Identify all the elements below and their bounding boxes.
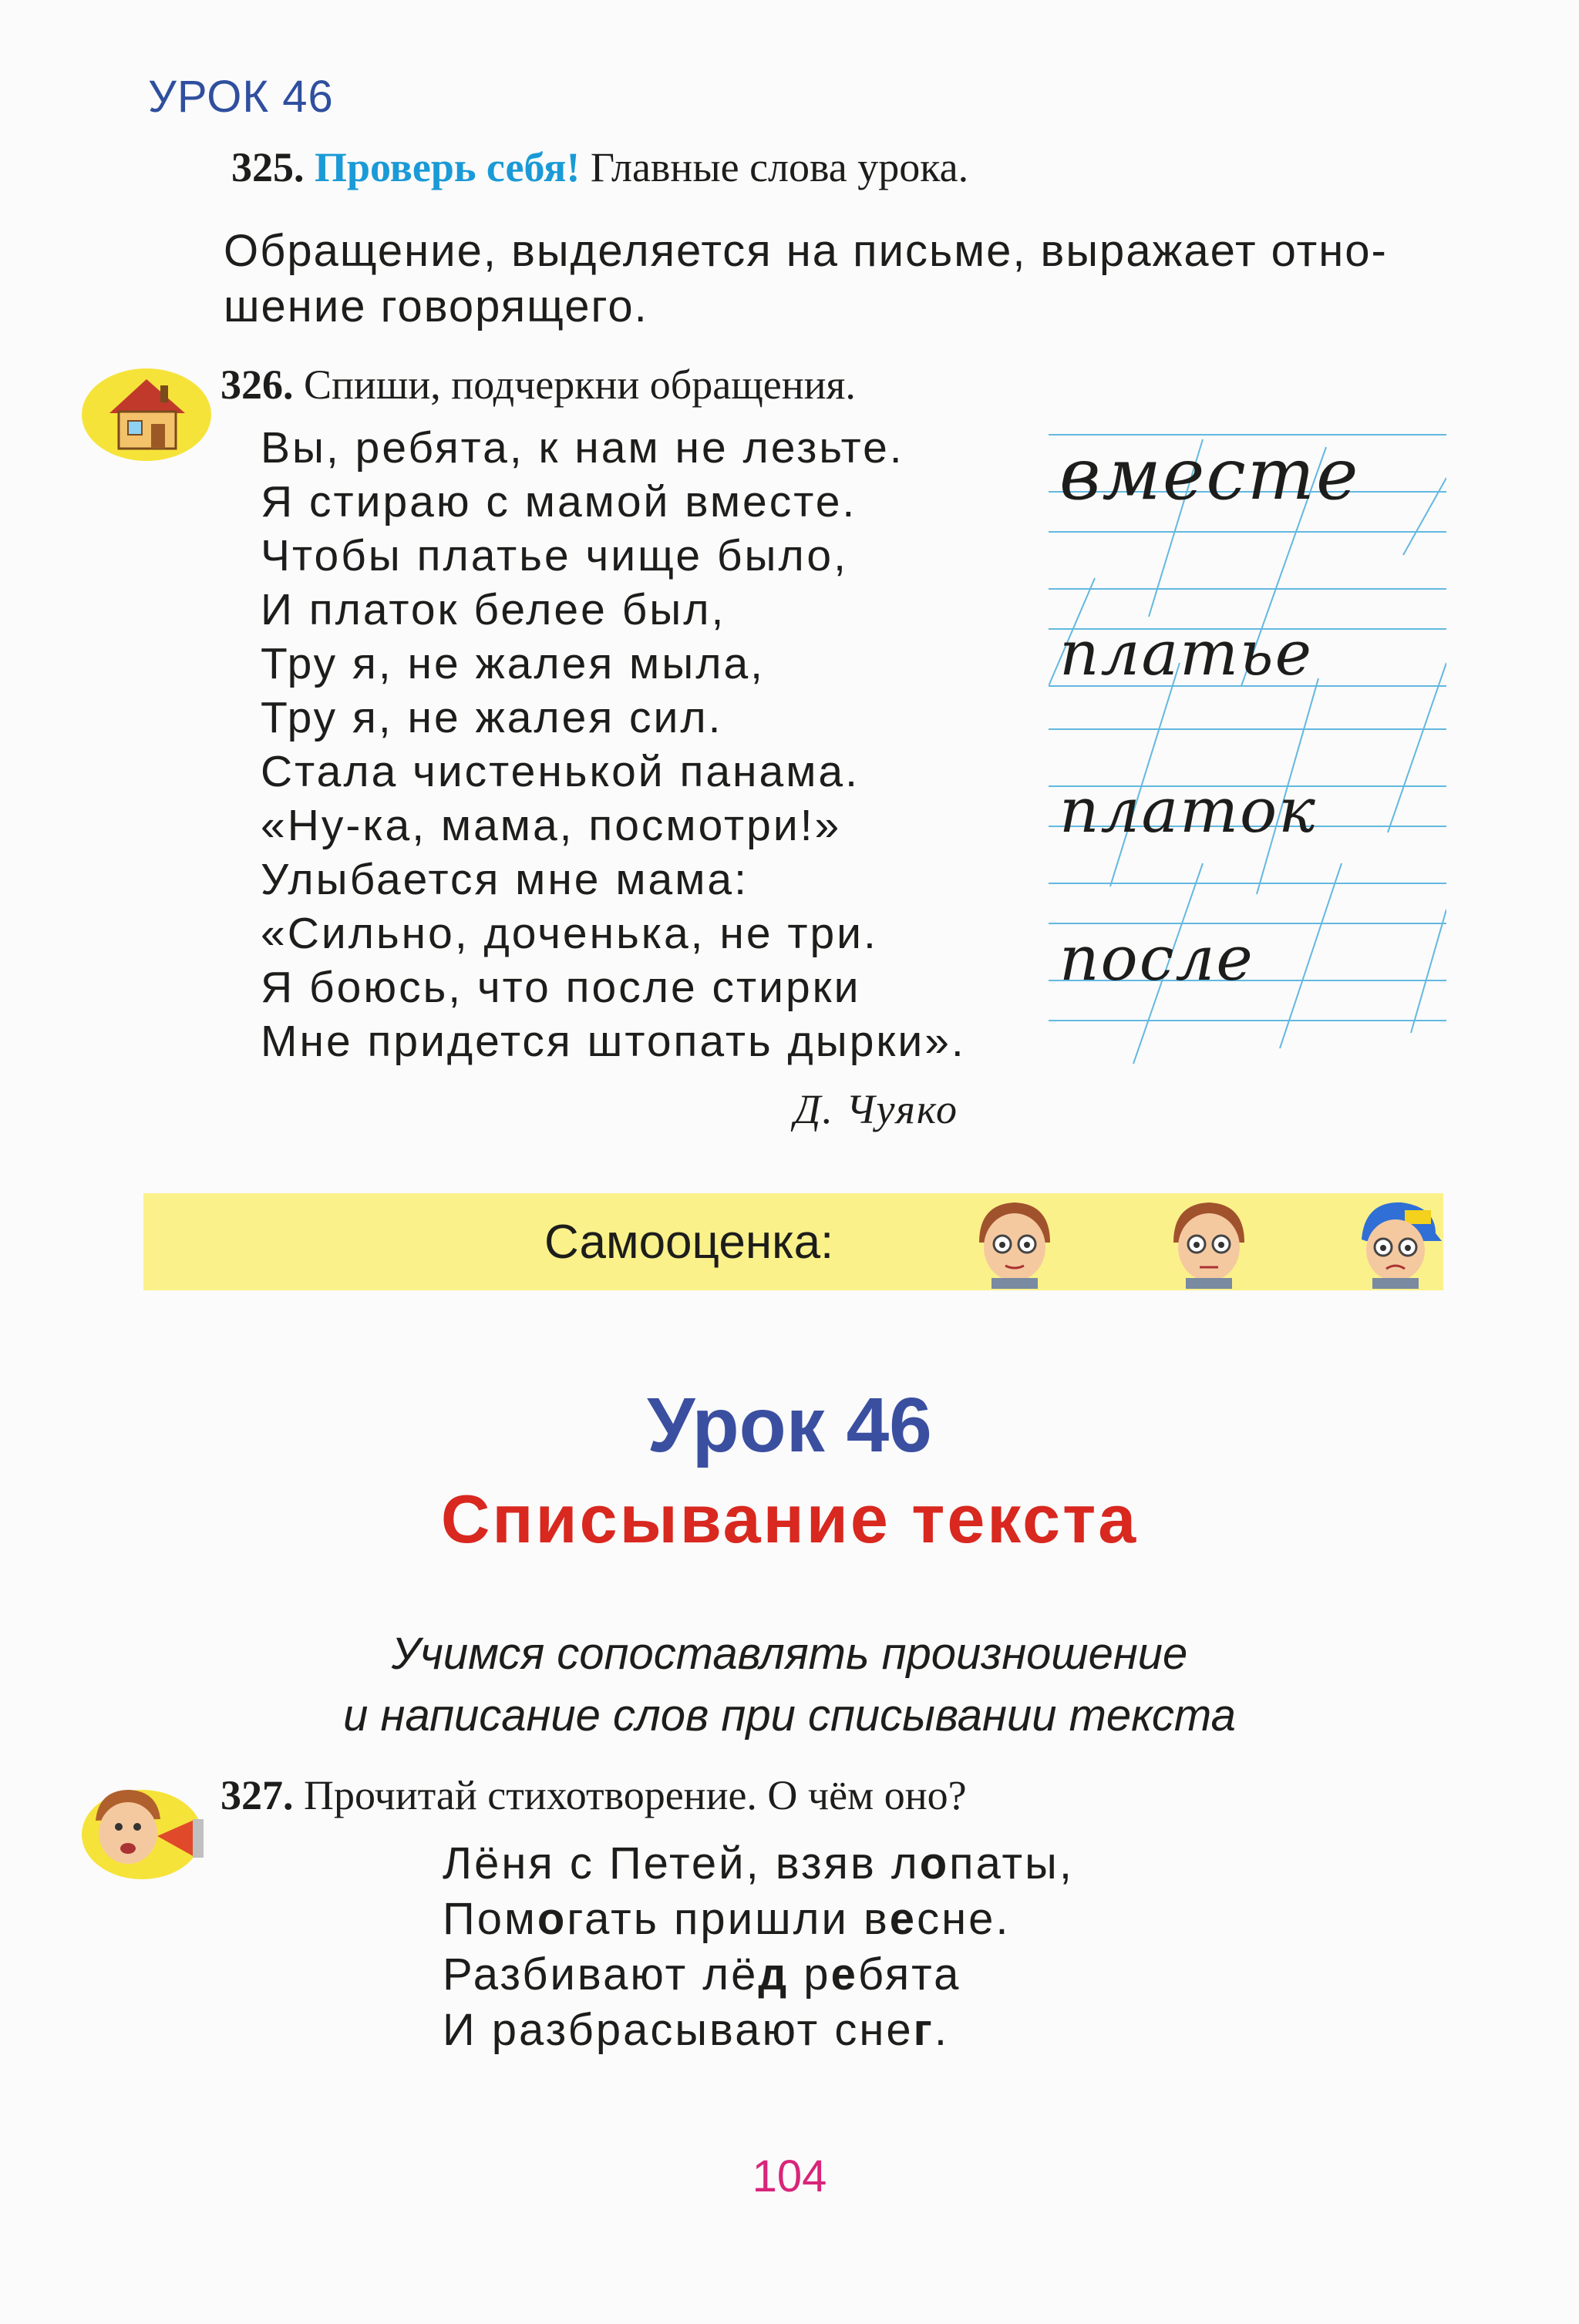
poem-line: Я боюсь, что после стирки bbox=[261, 963, 861, 1012]
poem-line bbox=[443, 1836, 1074, 1892]
poem-line: Стала чистенькой панама. bbox=[261, 747, 860, 796]
keywords-text bbox=[224, 224, 1388, 335]
poem-text: Пом bbox=[443, 1894, 537, 1944]
poem-author: Д. Чуяко bbox=[794, 1086, 959, 1132]
poem-line: «Сильно, доченька, не три. bbox=[261, 909, 878, 958]
poem-line: Вы, ребята, к нам не лезьте. bbox=[261, 423, 904, 473]
poem-text: р bbox=[789, 1949, 831, 1999]
task-327-heading bbox=[221, 1771, 967, 1819]
poem-line bbox=[443, 1892, 1074, 1947]
emphasized-letter: е bbox=[830, 1949, 858, 1999]
lesson-title: Урок 46 bbox=[647, 1382, 932, 1468]
poem-text: Разбивают лё bbox=[443, 1949, 759, 1999]
poem-text: . bbox=[934, 2005, 949, 2055]
boy-face-icon[interactable] bbox=[1163, 1196, 1255, 1293]
task-instruction: Спиши, подчеркни обращения. bbox=[304, 362, 856, 408]
poem-line: Улыбается мне мама: bbox=[261, 855, 749, 904]
poem-text: гать пришли в bbox=[567, 1894, 890, 1944]
poem-line: Чтобы платье чище было, bbox=[261, 531, 848, 580]
poem-text: паты, bbox=[949, 1838, 1074, 1888]
copybook-word: вместе bbox=[1059, 433, 1360, 516]
poem-line: И платок белее был, bbox=[261, 585, 726, 634]
check-yourself-label: Проверь себя! bbox=[315, 144, 581, 190]
task-326-heading bbox=[221, 361, 856, 409]
poem-line bbox=[443, 1947, 1074, 2003]
poem-text: И разбрасывают сне bbox=[443, 2005, 914, 2055]
copybook-word: после bbox=[1059, 923, 1254, 994]
boy-face-icon[interactable] bbox=[968, 1196, 1061, 1293]
task-325-heading bbox=[231, 143, 968, 191]
task-instruction: Прочитай стихотворение. О чём оно? bbox=[304, 1772, 967, 1818]
poem-line: Я стираю с мамой вместе. bbox=[261, 477, 857, 526]
poem-text: бята bbox=[857, 1949, 961, 1999]
keywords-line: шение говорящего. bbox=[224, 281, 648, 331]
emphasized-letter: о bbox=[919, 1838, 950, 1888]
running-header: УРОК 46 bbox=[148, 72, 334, 122]
emphasized-letter: д bbox=[758, 1949, 790, 1999]
copybook-lines bbox=[1049, 432, 1446, 1064]
task-number: 325. bbox=[231, 144, 305, 190]
self-assessment-band bbox=[143, 1193, 1443, 1290]
page-number: 104 bbox=[752, 2151, 827, 2201]
poem-line: Мне придется штопать дырки». bbox=[261, 1017, 966, 1066]
lesson-subtitle: Списывание текста bbox=[440, 1481, 1139, 1557]
emphasized-letter: е bbox=[889, 1894, 917, 1944]
copybook-word: платок bbox=[1059, 775, 1317, 846]
poem-line: Тру я, не жалея сил. bbox=[261, 693, 723, 742]
house-icon bbox=[80, 362, 213, 462]
task-instruction: Главные слова урока. bbox=[590, 144, 969, 190]
boy-cap-face-icon[interactable] bbox=[1351, 1196, 1443, 1293]
emphasized-letter: о bbox=[537, 1894, 567, 1944]
task-number: 327. bbox=[221, 1772, 294, 1818]
copybook-word: платье bbox=[1059, 617, 1313, 689]
poem-326 bbox=[261, 421, 966, 1068]
poem-text: сне. bbox=[917, 1894, 1011, 1944]
lesson-goal-line: Учимся сопоставлять произношение bbox=[391, 1629, 1188, 1679]
poem-line: «Ну-ка, мама, посмотри!» bbox=[261, 801, 842, 850]
poem-327 bbox=[443, 1836, 1074, 2058]
poem-line bbox=[443, 2003, 1074, 2058]
emphasized-letter: г bbox=[913, 2005, 934, 2055]
lesson-goal bbox=[0, 1623, 1579, 1747]
self-assessment-label: Самооценка: bbox=[544, 1216, 834, 1269]
keywords-line: Обращение, выделяется на письме, выражает отно- bbox=[224, 226, 1388, 276]
lesson-goal-line: и написание слов при списывании текста bbox=[343, 1690, 1236, 1740]
poem-text: Лёня с Петей, взяв л bbox=[443, 1838, 920, 1888]
boy-megaphone-icon bbox=[80, 1779, 214, 1882]
task-number: 326. bbox=[221, 362, 294, 408]
poem-line: Тру я, не жалея мыла, bbox=[261, 639, 766, 688]
